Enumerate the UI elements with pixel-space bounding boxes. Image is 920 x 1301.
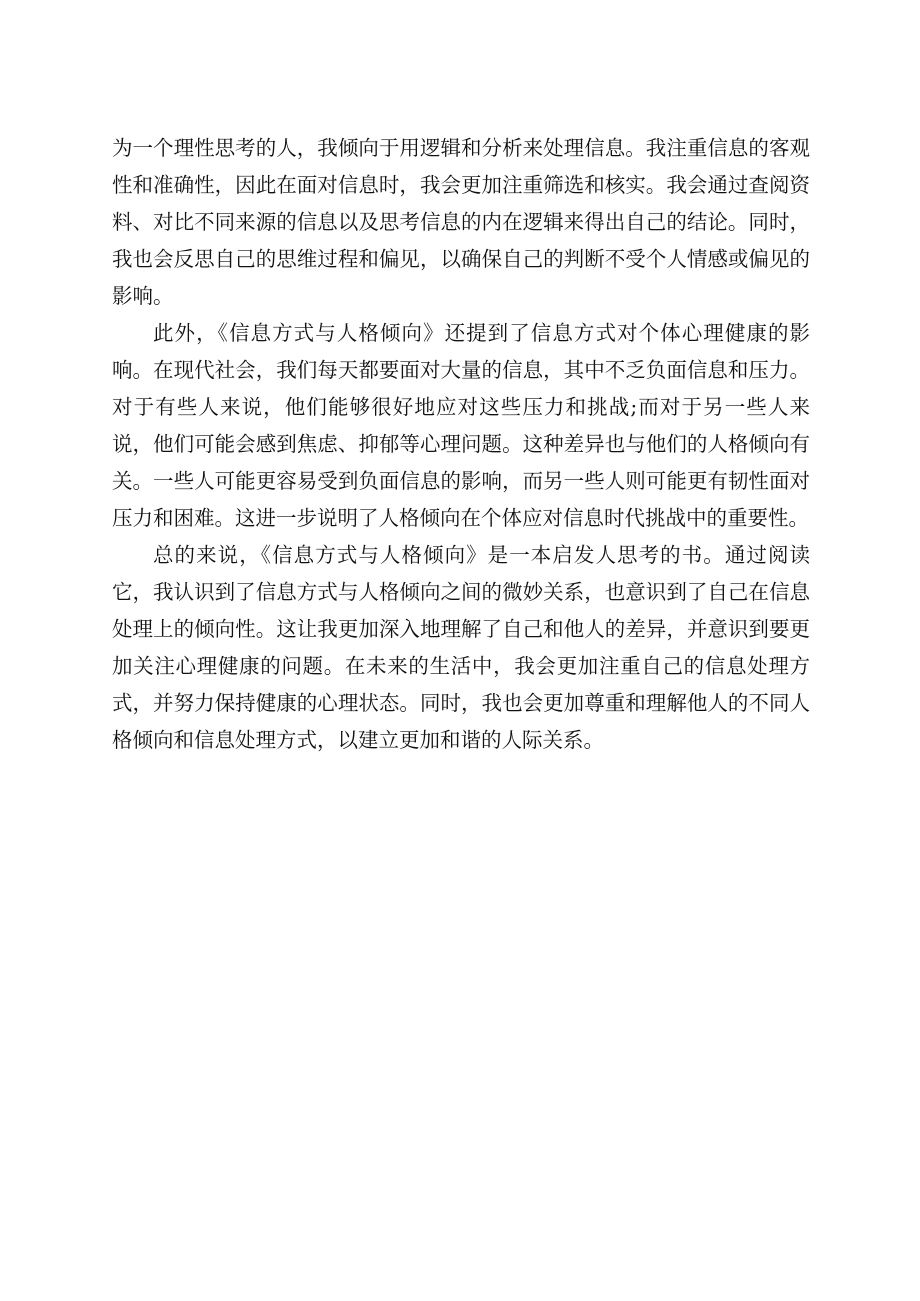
- document-body: [112, 130, 810, 759]
- paragraph-1: 为一个理性思考的人，我倾向于用逻辑和分析来处理信息。我注重信息的客观性和准确性，因此在面对信息时，我会更加注重筛选和核实。我会通过查阅资料、对比不同来源的信息以及思考信息的内在逻辑来得出自己的结论。同时，我也会反思自己的思维过程和偏见，以确保自己的判断不受个人情感或偏见的影响。: [112, 136, 810, 308]
- paragraph-3: 总的来说，《信息方式与人格倾向》是一本启发人思考的书。通过阅读它，我认识到了信息方式与人格倾向之间的微妙关系，也意识到了自己在信息处理上的倾向性。这让我更加深入地理解了自己和他人的差异，并意识到要更加关注心理健康的问题。在未来的生活中，我会更加注重自己的信息处理方式，并努力保持健康的心理状态。同时，我也会更加尊重和理解他人的不同人格倾向和信息处理方式，以建立更加和谐的人际关系。: [112, 543, 810, 752]
- paragraph-2: 此外，《信息方式与人格倾向》还提到了信息方式对个体心理健康的影响。在现代社会，我们每天都要面对大量的信息，其中不乏负面信息和压力。对于有些人来说，他们能够很好地应对这些压力和挑战;而对于另一些人来说，他们可能会感到焦虑、抑郁等心理问题。这种差异也与他们的人格倾向有关。一些人可能更容易受到负面信息的影响，而另一些人则可能更有韧性面对压力和困难。这进一步说明了人格倾向在个体应对信息时代挑战中的重要性。: [112, 321, 810, 530]
